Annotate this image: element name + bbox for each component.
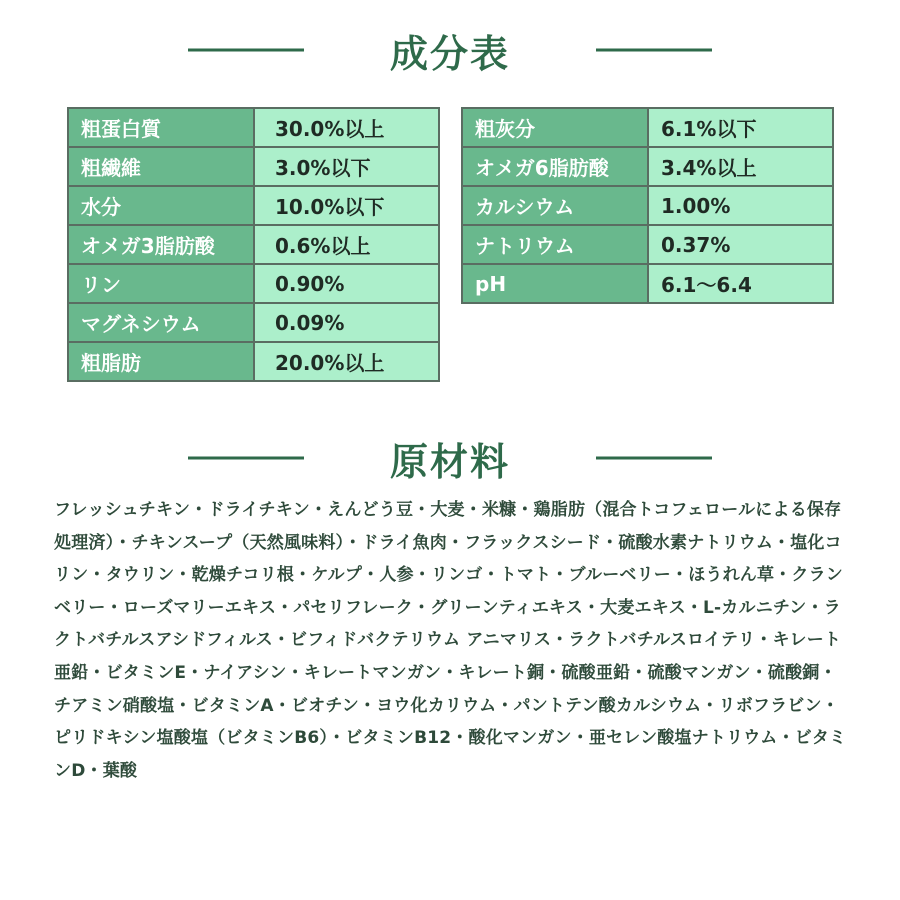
nutrient-value: 1.00% [648,186,833,225]
nutrient-value: 0.6%以上 [254,225,439,264]
nutrition-row [68,186,439,225]
nutrient-name: リン [68,264,254,303]
nutrition-row [68,225,439,264]
nutrient-value: 6.1%以下 [648,108,833,147]
nutrient-name: 粗脂肪 [68,342,254,381]
decorative-line-left [188,49,304,52]
ingredients-title: 原材料 [389,439,510,484]
nutrient-value: 10.0%以下 [254,186,439,225]
nutrient-value: 30.0%以上 [254,108,439,147]
nutrient-name: pH [462,264,648,303]
nutrition-row [68,264,439,303]
nutrition-row [68,147,439,186]
nutrient-value: 3.4%以上 [648,147,833,186]
decorative-line-left [188,457,304,460]
nutrition-row [68,303,439,342]
nutrient-name: オメガ3脂肪酸 [68,225,254,264]
decorative-line-right [596,457,712,460]
nutrition-row [462,147,833,186]
nutrition-row [462,186,833,225]
nutrient-name: 水分 [68,186,254,225]
nutrition-section-header [0,20,900,80]
nutrient-value: 0.90% [254,264,439,303]
nutrient-value: 0.09% [254,303,439,342]
nutrition-table-left [67,107,440,382]
ingredients-text: フレッシュチキン・ドライチキン・えんどう豆・大麦・米糠・鶏脂肪（混合トコフェロールによる保存処理済）・チキンスープ（天然風味料）・ドライ魚肉・フラックスシード・硫酸水素ナトリウム・塩化コリン・タウリン・乾燥チコリ根・ケルプ・人参・リンゴ・トマト・ブルーベリー・ほうれん草・クランベリー・ローズマリーエキス・パセリフレーク・グリーンティエキス・大麦エキス・L‐カルニチン・ラクトバチルスアシドフィルス・ビフィドバクテリウム アニマリス・ラクトバチルスロイテリ・キレート亜鉛・ビタミンE・ナイアシン・キレートマンガン・キレート銅・硫酸亜鉛・硫酸マンガン・硫酸銅・チアミン硝酸塩・ビタミンA・ビオチン・ヨウ化カリウム・パントテン酸カルシウム・リボフラビン・ピリドキシン塩酸塩（ビタミンB6）・ビタミンB12・酸化マンガン・亜セレン酸塩ナトリウム・ビタミンD・葉酸 [54,500,847,781]
decorative-line-right [596,49,712,52]
nutrition-row [462,225,833,264]
nutrition-row [68,108,439,147]
ingredients-section-header [0,428,900,488]
nutrient-value: 6.1〜6.4 [648,264,833,303]
nutrient-name: マグネシウム [68,303,254,342]
nutrient-value: 20.0%以上 [254,342,439,381]
nutrition-row [462,264,833,303]
nutrition-title: 成分表 [389,31,510,76]
nutrition-row [68,342,439,381]
nutrient-name: オメガ6脂肪酸 [462,147,648,186]
nutrient-value: 0.37% [648,225,833,264]
nutrient-name: 粗繊維 [68,147,254,186]
nutrient-name: 粗灰分 [462,108,648,147]
nutrient-value: 3.0%以下 [254,147,439,186]
nutrient-name: カルシウム [462,186,648,225]
nutrient-name: ナトリウム [462,225,648,264]
nutrition-table-right [461,107,834,304]
nutrient-name: 粗蛋白質 [68,108,254,147]
nutrition-row [462,108,833,147]
